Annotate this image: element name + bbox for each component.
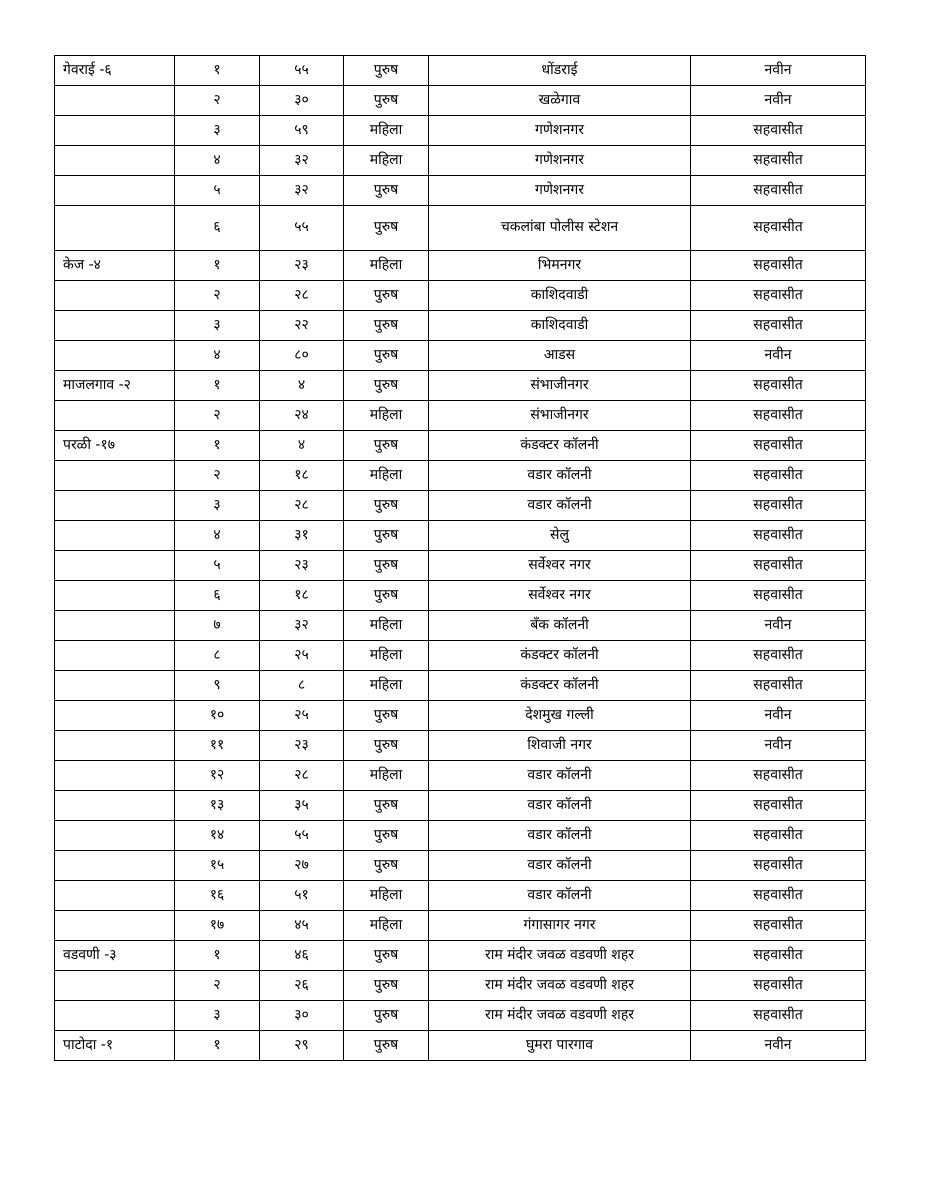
age-cell: ५१ [260,881,344,911]
gender-cell: पुरुष [344,206,429,251]
table-row [55,311,866,341]
serial-cell: १५ [175,851,260,881]
age-cell: ५५ [260,821,344,851]
type-cell: सहवासीत [691,251,866,281]
gender-cell: पुरुष [344,821,429,851]
taluka-cell [55,611,175,641]
serial-cell: ७ [175,611,260,641]
serial-cell: १ [175,56,260,86]
table-row [55,551,866,581]
type-cell: सहवासीत [691,311,866,341]
table-row [55,521,866,551]
serial-cell: १ [175,371,260,401]
gender-cell: महिला [344,116,429,146]
type-cell: नवीन [691,611,866,641]
table-row [55,701,866,731]
taluka-cell [55,971,175,1001]
place-cell: सर्वेश्वर नगर [429,551,691,581]
serial-cell: ३ [175,311,260,341]
taluka-cell [55,491,175,521]
age-cell: ३२ [260,146,344,176]
place-cell: गणेशनगर [429,116,691,146]
age-cell: २२ [260,311,344,341]
taluka-cell [55,881,175,911]
type-cell: सहवासीत [691,176,866,206]
place-cell: राम मंदीर जवळ वडवणी शहर [429,1001,691,1031]
table-row [55,116,866,146]
type-cell: नवीन [691,341,866,371]
place-cell: काशिदवाडी [429,281,691,311]
table-row [55,851,866,881]
age-cell: २४ [260,401,344,431]
gender-cell: पुरुष [344,941,429,971]
table-row [55,341,866,371]
serial-cell: २ [175,461,260,491]
taluka-cell [55,521,175,551]
place-cell: संभाजीनगर [429,401,691,431]
taluka-cell [55,911,175,941]
gender-cell: पुरुष [344,731,429,761]
age-cell: २३ [260,551,344,581]
taluka-cell: वडवणी -३ [55,941,175,971]
taluka-cell [55,851,175,881]
gender-cell: महिला [344,881,429,911]
type-cell: सहवासीत [691,791,866,821]
age-cell: ३० [260,1001,344,1031]
place-cell: वडार कॉलनी [429,761,691,791]
place-cell: गंगासागर नगर [429,911,691,941]
age-cell: ४५ [260,911,344,941]
place-cell: घुमरा पारगाव [429,1031,691,1061]
gender-cell: महिला [344,761,429,791]
place-cell: वडार कॉलनी [429,881,691,911]
age-cell: २९ [260,1031,344,1061]
table-row [55,731,866,761]
type-cell: सहवासीत [691,881,866,911]
place-cell: शिवाजी नगर [429,731,691,761]
age-cell: २५ [260,641,344,671]
gender-cell: महिला [344,611,429,641]
age-cell: ५५ [260,56,344,86]
table-row [55,431,866,461]
gender-cell: महिला [344,401,429,431]
serial-cell: २ [175,401,260,431]
type-cell: सहवासीत [691,461,866,491]
place-cell: कंडक्टर कॉलनी [429,431,691,461]
serial-cell: २ [175,281,260,311]
age-cell: ४६ [260,941,344,971]
age-cell: ३२ [260,611,344,641]
taluka-cell [55,641,175,671]
place-cell: कंडक्टर कॉलनी [429,671,691,701]
type-cell: नवीन [691,701,866,731]
place-cell: संभाजीनगर [429,371,691,401]
taluka-cell: केज -४ [55,251,175,281]
type-cell: सहवासीत [691,1001,866,1031]
serial-cell: ३ [175,1001,260,1031]
gender-cell: पुरुष [344,281,429,311]
taluka-cell [55,311,175,341]
age-cell: ३५ [260,791,344,821]
type-cell: सहवासीत [691,761,866,791]
place-cell: गणेशनगर [429,176,691,206]
table-row [55,581,866,611]
gender-cell: पुरुष [344,371,429,401]
serial-cell: २ [175,971,260,1001]
taluka-cell [55,671,175,701]
serial-cell: ६ [175,206,260,251]
gender-cell: पुरुष [344,341,429,371]
age-cell: ४ [260,431,344,461]
gender-cell: पुरुष [344,521,429,551]
age-cell: ३० [260,86,344,116]
age-cell: ५५ [260,206,344,251]
taluka-cell [55,1001,175,1031]
gender-cell: पुरुष [344,851,429,881]
age-cell: २८ [260,491,344,521]
type-cell: सहवासीत [691,401,866,431]
taluka-cell [55,176,175,206]
taluka-cell [55,146,175,176]
gender-cell: महिला [344,146,429,176]
type-cell: सहवासीत [691,281,866,311]
type-cell: नवीन [691,56,866,86]
table-row [55,1001,866,1031]
table-row [55,1031,866,1061]
place-cell: खळेगाव [429,86,691,116]
serial-cell: १ [175,1031,260,1061]
type-cell: सहवासीत [691,821,866,851]
age-cell: ३२ [260,176,344,206]
gender-cell: पुरुष [344,551,429,581]
table-row [55,671,866,701]
gender-cell: महिला [344,461,429,491]
type-cell: सहवासीत [691,116,866,146]
age-cell: २३ [260,731,344,761]
taluka-cell: माजलगाव -२ [55,371,175,401]
serial-cell: १६ [175,881,260,911]
serial-cell: ६ [175,581,260,611]
place-cell: चकलांबा पोलीस स्टेशन [429,206,691,251]
table-row [55,791,866,821]
age-cell: ८० [260,341,344,371]
age-cell: १८ [260,461,344,491]
table-row [55,971,866,1001]
table-row [55,401,866,431]
taluka-cell [55,731,175,761]
place-cell: राम मंदीर जवळ वडवणी शहर [429,941,691,971]
serial-cell: १४ [175,821,260,851]
serial-cell: १ [175,251,260,281]
place-cell: सेलु [429,521,691,551]
age-cell: २६ [260,971,344,1001]
place-cell: गणेशनगर [429,146,691,176]
age-cell: १८ [260,581,344,611]
place-cell: काशिदवाडी [429,311,691,341]
type-cell: सहवासीत [691,206,866,251]
serial-cell: ८ [175,641,260,671]
type-cell: सहवासीत [691,971,866,1001]
table-row [55,611,866,641]
serial-cell: ४ [175,146,260,176]
taluka-cell: पाटोदा -१ [55,1031,175,1061]
type-cell: सहवासीत [691,941,866,971]
taluka-cell [55,116,175,146]
type-cell: सहवासीत [691,521,866,551]
gender-cell: पुरुष [344,56,429,86]
serial-cell: ३ [175,116,260,146]
type-cell: सहवासीत [691,581,866,611]
gender-cell: महिला [344,671,429,701]
place-cell: वडार कॉलनी [429,491,691,521]
table-row [55,461,866,491]
gender-cell: पुरुष [344,176,429,206]
taluka-cell [55,701,175,731]
gender-cell: महिला [344,911,429,941]
age-cell: ४ [260,371,344,401]
table-row [55,911,866,941]
place-cell: वडार कॉलनी [429,461,691,491]
gender-cell: पुरुष [344,1031,429,1061]
serial-cell: ९ [175,671,260,701]
serial-cell: ४ [175,341,260,371]
age-cell: २३ [260,251,344,281]
gender-cell: पुरुष [344,581,429,611]
place-cell: सर्वेश्वर नगर [429,581,691,611]
serial-cell: १२ [175,761,260,791]
table-row [55,821,866,851]
table-row [55,146,866,176]
type-cell: सहवासीत [691,851,866,881]
gender-cell: पुरुष [344,431,429,461]
serial-cell: १ [175,431,260,461]
taluka-cell [55,281,175,311]
age-cell: ८ [260,671,344,701]
table-row [55,206,866,251]
table-row [55,881,866,911]
age-cell: २७ [260,851,344,881]
taluka-cell [55,341,175,371]
gender-cell: पुरुष [344,971,429,1001]
table-row [55,251,866,281]
table-body [55,56,866,1061]
taluka-cell [55,86,175,116]
table-row [55,371,866,401]
serial-cell: २ [175,86,260,116]
taluka-cell: गेवराई -६ [55,56,175,86]
table-row [55,491,866,521]
place-cell: वडार कॉलनी [429,851,691,881]
serial-cell: ५ [175,551,260,581]
place-cell: देशमुख गल्ली [429,701,691,731]
taluka-cell [55,791,175,821]
age-cell: २५ [260,701,344,731]
place-cell: वडार कॉलनी [429,791,691,821]
serial-cell: १० [175,701,260,731]
table-row [55,86,866,116]
age-cell: २८ [260,281,344,311]
table-row [55,56,866,86]
table-row [55,281,866,311]
type-cell: नवीन [691,1031,866,1061]
place-cell: वडार कॉलनी [429,821,691,851]
serial-cell: १ [175,941,260,971]
type-cell: सहवासीत [691,671,866,701]
gender-cell: महिला [344,641,429,671]
type-cell: सहवासीत [691,491,866,521]
serial-cell: ५ [175,176,260,206]
table-row [55,761,866,791]
place-cell: राम मंदीर जवळ वडवणी शहर [429,971,691,1001]
serial-cell: ११ [175,731,260,761]
serial-cell: १७ [175,911,260,941]
place-cell: कंडक्टर कॉलनी [429,641,691,671]
type-cell: सहवासीत [691,371,866,401]
type-cell: सहवासीत [691,911,866,941]
type-cell: नवीन [691,86,866,116]
place-cell: धोंडराई [429,56,691,86]
place-cell: बॅंक कॉलनी [429,611,691,641]
patient-table-container [54,55,865,1061]
table-row [55,641,866,671]
type-cell: सहवासीत [691,551,866,581]
type-cell: नवीन [691,731,866,761]
gender-cell: पुरुष [344,86,429,116]
serial-cell: ४ [175,521,260,551]
type-cell: सहवासीत [691,641,866,671]
taluka-cell [55,461,175,491]
taluka-cell [55,761,175,791]
table-row [55,941,866,971]
gender-cell: पुरुष [344,1001,429,1031]
taluka-cell [55,401,175,431]
taluka-cell: परळी -१७ [55,431,175,461]
table-row [55,176,866,206]
gender-cell: पुरुष [344,791,429,821]
gender-cell: पुरुष [344,491,429,521]
gender-cell: पुरुष [344,311,429,341]
taluka-cell [55,581,175,611]
taluka-cell [55,821,175,851]
taluka-cell [55,206,175,251]
age-cell: २८ [260,761,344,791]
serial-cell: ३ [175,491,260,521]
place-cell: आडस [429,341,691,371]
taluka-cell [55,551,175,581]
age-cell: ३१ [260,521,344,551]
gender-cell: महिला [344,251,429,281]
gender-cell: पुरुष [344,701,429,731]
patient-table [54,55,866,1061]
type-cell: सहवासीत [691,431,866,461]
age-cell: ५९ [260,116,344,146]
place-cell: भिमनगर [429,251,691,281]
type-cell: सहवासीत [691,146,866,176]
serial-cell: १३ [175,791,260,821]
